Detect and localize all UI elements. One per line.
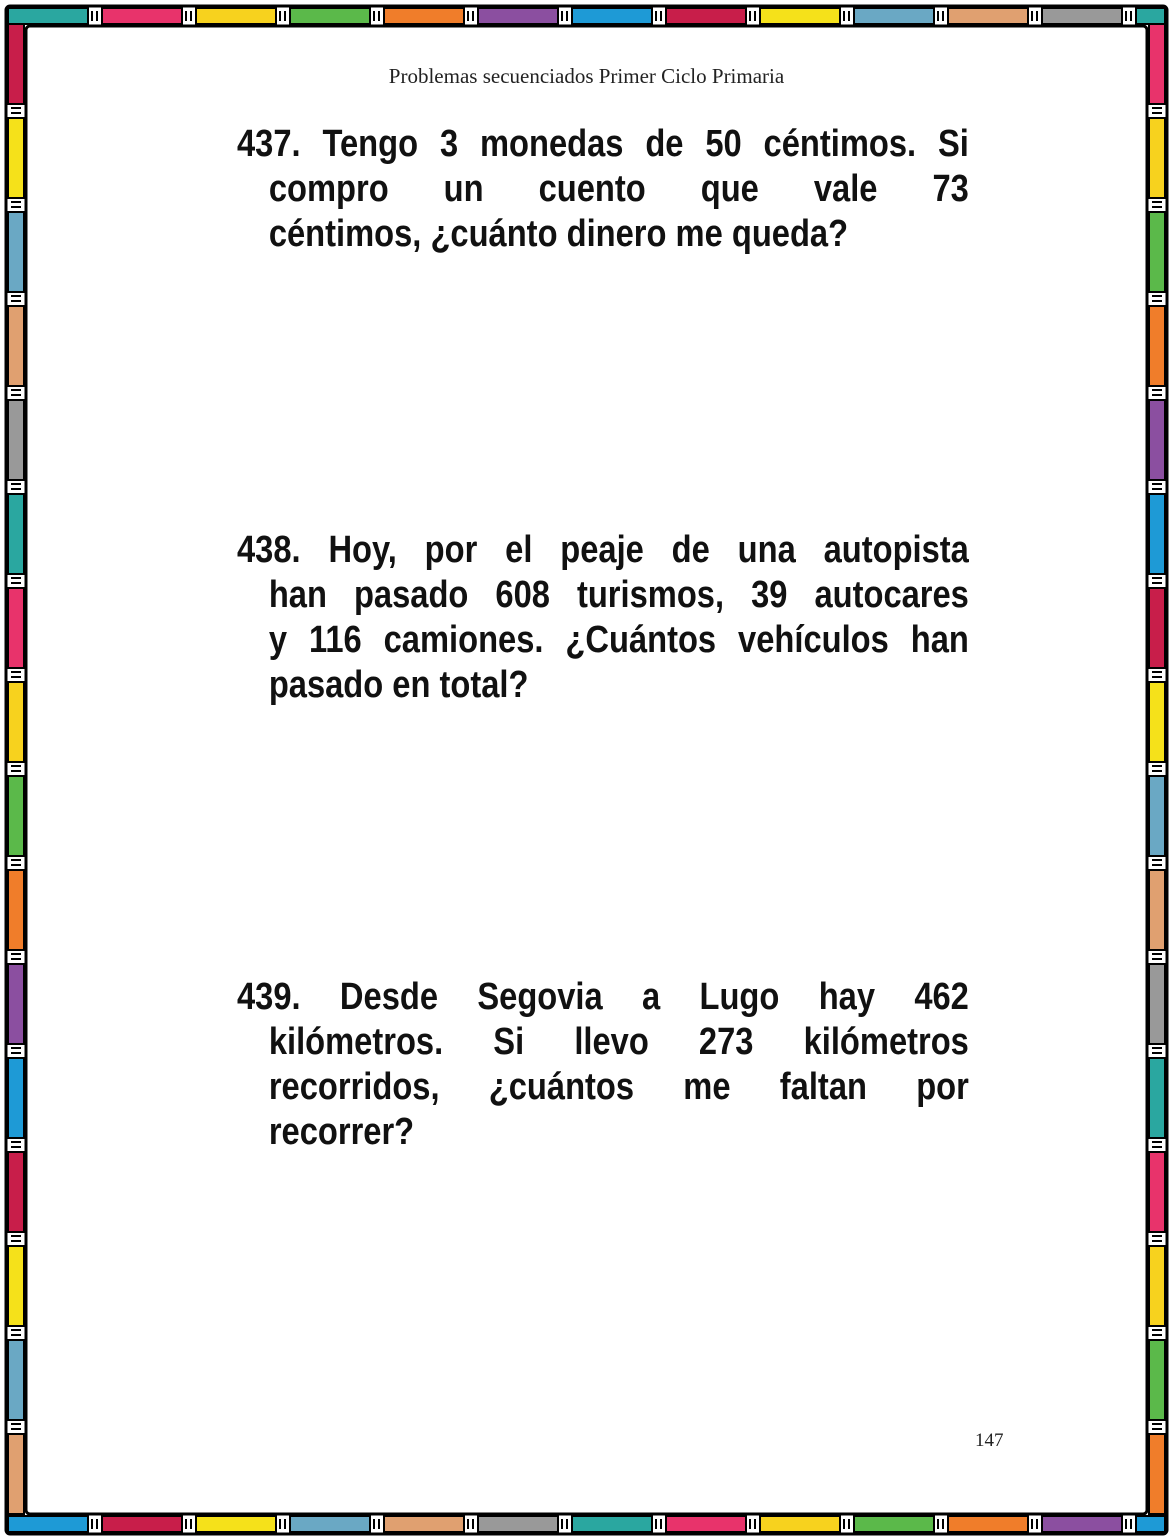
problem-line: 438. Hoy, por el peaje de una autopista bbox=[237, 529, 969, 571]
problem-line: pasado en total? bbox=[268, 664, 529, 706]
page-number: 147 bbox=[975, 1430, 1004, 1451]
problem-line: 439. Desde Segovia a Lugo hay 462 bbox=[237, 976, 969, 1018]
problem-438 bbox=[237, 528, 969, 708]
page-header-title: Problemas secuenciados Primer Ciclo Primaria bbox=[388, 64, 785, 88]
problem-line: y 116 camiones. ¿Cuántos vehículos han bbox=[268, 619, 969, 661]
problem-line: recorridos, ¿cuántos me faltan por bbox=[268, 1066, 969, 1108]
problem-line: han pasado 608 turismos, 39 autocares bbox=[268, 574, 969, 616]
problem-line: recorrer? bbox=[268, 1111, 415, 1153]
problem-439 bbox=[237, 975, 969, 1155]
problem-line: céntimos, ¿cuánto dinero me queda? bbox=[268, 213, 849, 255]
problem-line: kilómetros. Si llevo 273 kilómetros bbox=[268, 1021, 969, 1063]
problem-line: 437. Tengo 3 monedas de 50 céntimos. Si bbox=[237, 123, 969, 165]
problem-line: compro un cuento que vale 73 bbox=[268, 168, 969, 210]
problem-437 bbox=[237, 122, 969, 257]
